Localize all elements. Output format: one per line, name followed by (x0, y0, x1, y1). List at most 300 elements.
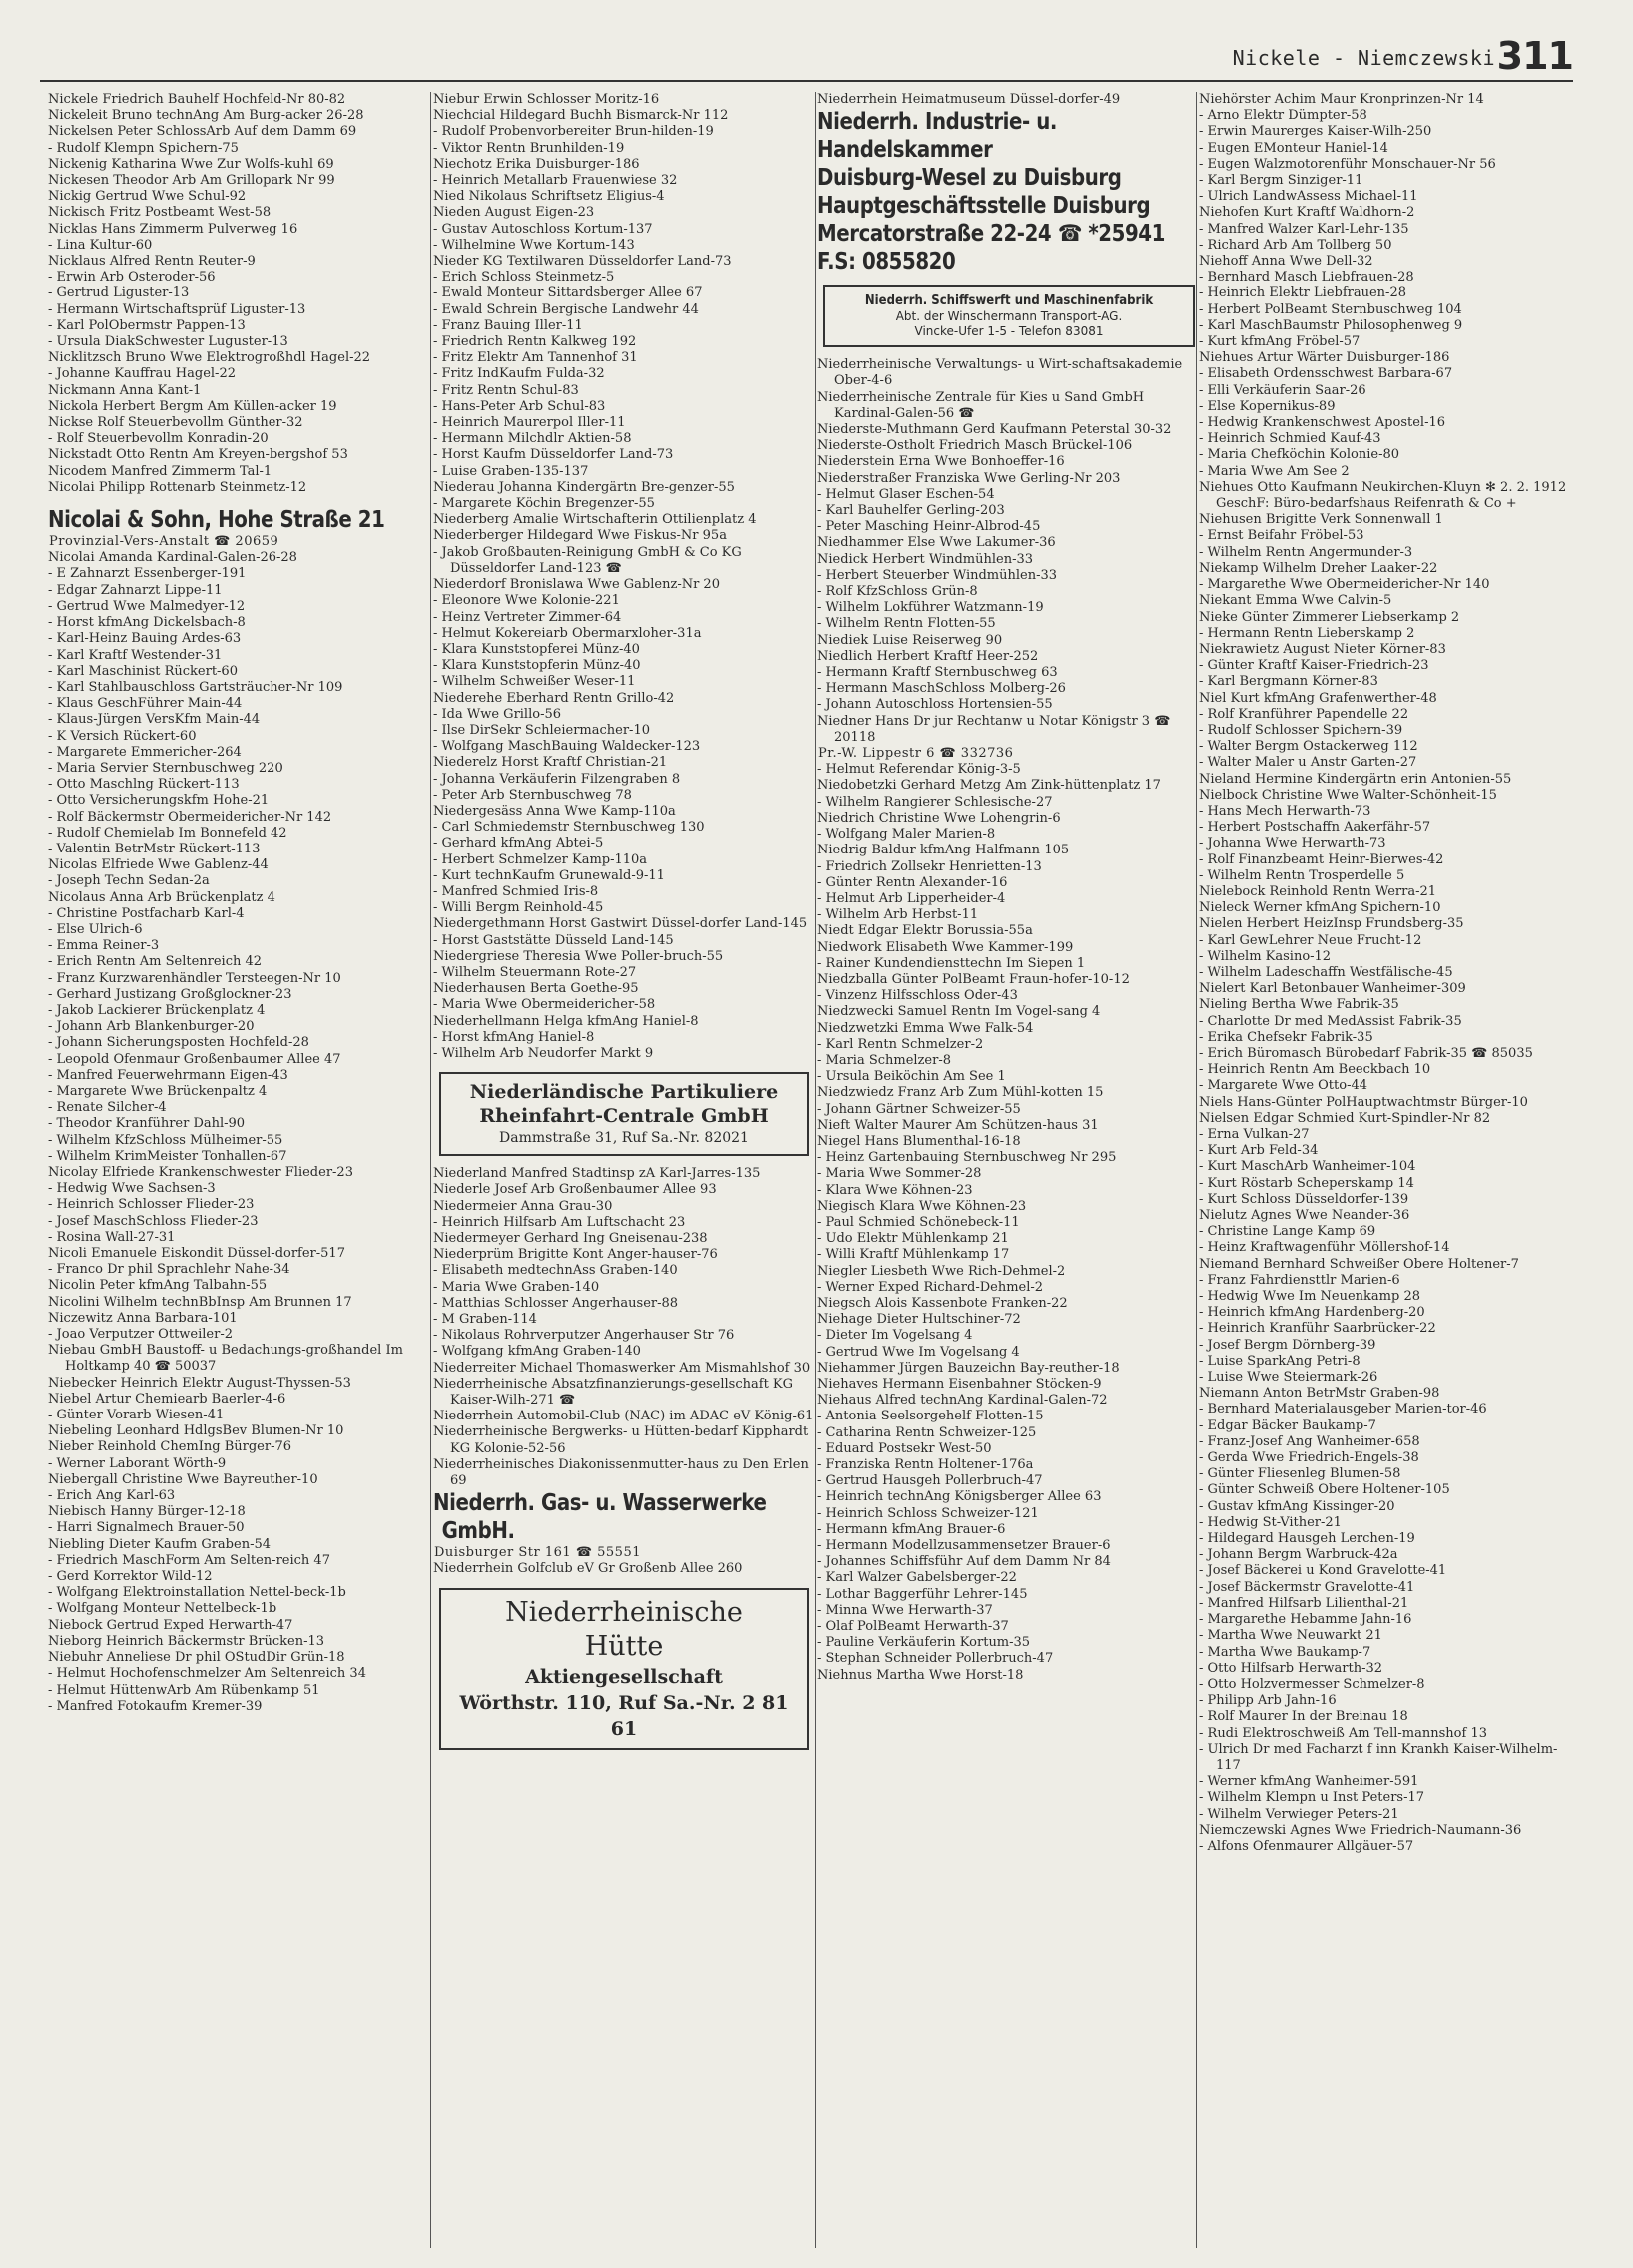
listing-entry: Nickstadt Otto Rentn Am Kreyen-bergshof 53 (48, 447, 348, 463)
listing-entry: Niedrich Christine Wwe Lohengrin-6 (817, 810, 1061, 826)
listing-entry: - Theodor Kranführer Dahl-90 (48, 1116, 246, 1132)
listing-entry: - Harri Signalmech Brauer-50 (48, 1520, 245, 1536)
listing-entry: - Karl GewLehrer Neue Frucht-12 (1199, 932, 1422, 948)
listing-entry: - Erika Chefsekr Fabrik-35 (1199, 1029, 1373, 1045)
listing-entry: - Heinrich technAng Königsberger Allee 63 (817, 1489, 1102, 1505)
listing-entry: Nicoli Emanuele Eiskondit Düssel-dorfer-517 (48, 1246, 345, 1262)
listing-entry: - Bernhard Masch Liebfrauen-28 (1199, 270, 1414, 285)
listing-entry: Niekamp Wilhelm Dreher Laaker-22 (1199, 560, 1438, 576)
listing-entry: - Martha Wwe Neuwarkt 21 (1199, 1628, 1382, 1644)
listing-entry: Niehage Dieter Hultschiner-72 (817, 1312, 1021, 1328)
listing-entry: - Franco Dr phil Sprachlehr Nahe-34 (48, 1262, 290, 1278)
listing-entry: - Kurt Arb Feld-34 (1199, 1143, 1319, 1159)
listing-entry: - Wolfgang Monteur Nettelbeck-1b (48, 1601, 277, 1617)
listing-entry: - Alfons Ofenmaurer Allgäuer-57 (1199, 1838, 1414, 1854)
listing-entry: - Gerd Korrektor Wild-12 (48, 1569, 213, 1585)
listing-entry: - Ursula Beiköchin Am See 1 (817, 1069, 1006, 1085)
listing-entry: - Helmut Kokereiarb Obermarxloher-31a (433, 625, 702, 641)
listing-entry: - Else Kopernikus-89 (1199, 398, 1336, 414)
listing-entry: - Walter Bergm Ostackerweg 112 (1199, 739, 1418, 755)
listing-entry: - Luise SparkAng Petri-8 (1199, 1353, 1361, 1369)
listing-entry: - Fritz IndKaufm Fulda-32 (433, 366, 605, 382)
listing-entry: - Wilhelm Rentn Angermunder-3 (1199, 544, 1413, 560)
column-4 (1199, 92, 1582, 2248)
listing-entry: Nieleck Werner kfmAng Spichern-10 (1199, 900, 1441, 916)
listing-entry: - Eugen Walzmotorenführ Monschauer-Nr 56 (1199, 156, 1496, 172)
listing-entry: - Franz Fahrdiensttlr Marien-6 (1199, 1272, 1400, 1288)
listing-entry: Niebergall Christine Wwe Bayreuther-10 (48, 1471, 318, 1487)
listing-entry: - Stephan Schneider Pollerbruch-47 (817, 1651, 1054, 1667)
listing-entry: Niederle Josef Arb Großenbaumer Allee 93 (433, 1182, 717, 1198)
listing-entry: - Horst kfmAng Haniel-8 (433, 1029, 595, 1045)
listing-entry: - Wilhelm KrimMeister Tonhallen-67 (48, 1148, 287, 1164)
ad-line: Niederrh. Schiffswerft und Maschinenfabrik (864, 293, 1154, 309)
listing-entry: - Heinz Vertreter Zimmer-64 (433, 609, 622, 625)
listing-entry: Nicolai Philipp Rottenarb Steinmetz-12 (48, 479, 307, 495)
listing-entry: Nickelsen Peter SchlossArb Auf dem Damm 69 (48, 124, 357, 140)
listing-entry: - Ernst Beifahr Fröbel-53 (1199, 528, 1364, 544)
listing-entry: Nieke Günter Zimmerer Liebserkamp 2 (1199, 609, 1460, 625)
listing-entry: - Klara Kunststopferei Münz-40 (433, 641, 640, 657)
listing-entry: Niemczewski Agnes Wwe Friedrich-Naumann-36 (1199, 1822, 1522, 1838)
listing-entry: - Willi Bergm Reinhold-45 (433, 900, 604, 916)
listing-entry: - Wolfgang MaschBauing Waldecker-123 (433, 739, 701, 755)
listing-entry: - Hedwig Wwe Sachsen-3 (48, 1181, 216, 1197)
listing-entry: - Manfred Schmied Iris-8 (433, 883, 599, 899)
listing-entry: Nickesen Theodor Arb Am Grillopark Nr 99 (48, 173, 335, 189)
listing-entry: - Luise Graben-135-137 (433, 463, 589, 479)
listing-entry: - Wilhelm Steuermann Rote-27 (433, 964, 637, 980)
listing-entry: - Herbert Postschaffn Aakerfähr-57 (1199, 820, 1431, 836)
listing-entry: - Wilhelm Arb Neudorfer Markt 9 (433, 1045, 654, 1061)
listing-entry: - Lina Kultur-60 (48, 237, 153, 253)
listing-entry: - Helmut Arb Lipperheider-4 (817, 890, 1006, 906)
ad-line: Rheinfahrt-Centrale GmbH (479, 1105, 769, 1128)
page-title: Nickele - Niemczewski (1232, 46, 1495, 70)
listing-entry: - Jakob Großbauten-Reinigung GmbH & Co KG Düsseldorfer Land-123 ☎ (433, 544, 742, 576)
ad-heading: Hauptgeschäftsstelle Duisburg (817, 193, 1151, 220)
listing-entry: Niedhammer Else Wwe Lakumer-36 (817, 535, 1056, 551)
listing-entry: - Heinrich Kranführ Saarbrücker-22 (1199, 1321, 1436, 1337)
listing-entry: - Rainer Kundendiensttechn Im Siepen 1 (817, 955, 1086, 971)
listing-entry: Nielbock Christine Wwe Walter-Schönheit-15 (1199, 787, 1497, 803)
listing-entry: - Hedwig Krankenschwest Apostel-16 (1199, 415, 1445, 431)
listing-entry: - Dieter Im Vogelsang 4 (817, 1328, 973, 1344)
listing-entry: - Margarete Wwe Brückenpaltz 4 (48, 1083, 268, 1099)
listing-entry: - Maria Schmelzer-8 (817, 1052, 951, 1068)
column-divider (430, 92, 431, 2248)
listing-entry: Niegisch Klara Wwe Köhnen-23 (817, 1198, 1027, 1214)
listing-entry: - Hermann Milchdlr Aktien-58 (433, 431, 632, 447)
listing-entry: - Karl Walzer Gabelsberger-22 (817, 1570, 1017, 1586)
listing-entry: - Margarethe Hebamme Jahn-16 (1199, 1612, 1412, 1628)
listing-entry: - Maria Servier Sternbuschweg 220 (48, 760, 283, 776)
listing-entry: - Werner kfmAng Wanheimer-591 (1199, 1774, 1419, 1790)
listing-entry: Niehofen Kurt Kraftf Waldhorn-2 (1199, 205, 1415, 221)
listing-entry: - Hildegard Hausgeh Lerchen-19 (1199, 1531, 1415, 1547)
listing-entry: - Wilhelm Arb Herbst-11 (817, 907, 979, 923)
listing-entry: - Gustav kfmAng Kissinger-20 (1199, 1498, 1395, 1514)
listing-entry: - Werner Exped Richard-Dehmel-2 (817, 1279, 1044, 1295)
listing-entry: - Charlotte Dr med MedAssist Fabrik-35 (1199, 1013, 1462, 1029)
listing-entry: - Hans-Peter Arb Schul-83 (433, 398, 606, 414)
listing-entry: - Wolfgang Maler Marien-8 (817, 827, 996, 843)
listing-entry: - Manfred Hilfsarb Lilienthal-21 (1199, 1595, 1409, 1611)
listing-entry: - Karl Rentn Schmelzer-2 (817, 1036, 984, 1052)
listing-entry: - Fritz Elektr Am Tannenhof 31 (433, 350, 638, 366)
listing-entry: - Helmut Glaser Eschen-54 (817, 486, 995, 502)
listing-entry: - Leopold Ofenmaur Großenbaumer Allee 47 (48, 1051, 341, 1067)
listing-entry: Nickmann Anna Kant-1 (48, 382, 202, 398)
listing-entry: Niegler Liesbeth Wwe Rich-Dehmel-2 (817, 1263, 1066, 1279)
listing-entry: - Margarete Emmericher-264 (48, 744, 242, 760)
listing-entry: - Eduard Postsekr West-50 (817, 1440, 992, 1456)
listing-entry: - Wilhelm Schweißer Weser-11 (433, 674, 636, 690)
listing-entry: - Karl Bauhelfer Gerling-203 (817, 503, 1005, 519)
listing-entry: Niebau GmbH Baustoff- u Bedachungs-großhandel Im Holtkamp 40 ☎ 50037 (48, 1343, 403, 1375)
listing-entry: Nickele Friedrich Bauhelf Hochfeld-Nr 80-82 (48, 92, 346, 107)
listing-entry: - Friedrich Rentn Kalkweg 192 (433, 334, 637, 350)
listing-entry: Niedrig Baldur kfmAng Halfmann-105 (817, 843, 1070, 858)
listing-entry: - Karl Stahlbauschloss Gartsträucher-Nr 109 (48, 679, 343, 695)
listing-entry: - Joseph Techn Sedan-2a (48, 873, 210, 889)
listing-entry: - Heinrich kfmAng Hardenberg-20 (1199, 1305, 1425, 1321)
listing-entry: Niekant Emma Wwe Calvin-5 (1199, 593, 1392, 609)
listing-entry: Niechcial Hildegard Buchh Bismarck-Nr 112 (433, 108, 729, 124)
listing-entry: - Renate Silcher-4 (48, 1100, 167, 1116)
listing-entry: Niedt Edgar Elektr Borussia-55a (817, 923, 1033, 939)
listing-entry: - Edgar Bäcker Baukamp-7 (1199, 1418, 1376, 1433)
listing-entry: - Ulrich LandwAssess Michael-11 (1199, 189, 1418, 205)
listing-entry: - Maria Wwe Sommer-28 (817, 1166, 982, 1182)
listing-entry: - Manfred Walzer Karl-Lehr-135 (1199, 221, 1409, 237)
listing-entry: Niedzballa Günter PolBeamt Fraun-hofer-10-12 (817, 971, 1130, 987)
listing-entry: - Otto Holzvermesser Schmelzer-8 (1199, 1676, 1425, 1692)
listing-entry: - Hermann kfmAng Brauer-6 (817, 1521, 1006, 1537)
listing-entry: Nielutz Agnes Wwe Neander-36 (1199, 1208, 1410, 1224)
column-2 (433, 92, 815, 2248)
listing-entry: - Elisabeth medtechnAss Graben-140 (433, 1263, 678, 1279)
listing-entry: - Günter Vorarb Wiesen-41 (48, 1408, 225, 1423)
listing-entry: - Kurt Schloss Düsseldorfer-139 (1199, 1191, 1409, 1207)
listing-entry: - Wilhelm Klempn u Inst Peters-17 (1199, 1790, 1425, 1806)
listing-entry: Niehues Otto Kaufmann Neukirchen-Kluyn ✻ 2. 2. 1912 GeschF: Büro-bedarfshaus Reifenrath & Co + (1199, 479, 1567, 512)
listing-entry: - Rudolf Chemielab Im Bonnefeld 42 (48, 825, 287, 841)
listing-entry: - Maria Wwe Am See 2 (1199, 463, 1350, 479)
ad-line: Dammstraße 31, Ruf Sa.-Nr. 82021 (499, 1130, 749, 1147)
listing-entry: Niczewitz Anna Barbara-101 (48, 1310, 238, 1326)
listing-entry: Nicodem Manfred Zimmerm Tal-1 (48, 463, 272, 479)
listing-entry: - Emma Reiner-3 (48, 938, 160, 954)
listing-entry: - Maria Wwe Graben-140 (433, 1279, 600, 1295)
listing-entry: Nielsen Edgar Schmied Kurt-Spindler-Nr 82 (1199, 1110, 1491, 1126)
listing-entry: - Maria Chefköchin Kolonie-80 (1199, 447, 1400, 463)
listing-entry: - Karl PolObermstr Pappen-13 (48, 317, 246, 333)
listing-entry: - Günter Rentn Alexander-16 (817, 874, 1008, 890)
listing-entry: - Heinz Gartenbauing Sternbuschweg Nr 295 (817, 1150, 1117, 1166)
listing-entry: - Wilhelm KfzSchloss Mülheimer-55 (48, 1132, 283, 1148)
listing-entry: Niel Kurt kfmAng Grafenwerther-48 (1199, 690, 1437, 706)
listing-entry: Nickeleit Bruno technAng Am Burg-acker 26-28 (48, 108, 364, 124)
listing-entry: - Wilhelmine Wwe Kortum-143 (433, 237, 635, 253)
listing-entry: Niehusen Brigitte Verk Sonnenwall 1 (1199, 512, 1443, 528)
listing-entry: - Gertrud Wwe Malmedyer-12 (48, 598, 246, 614)
listing-entry: - Hedwig St-Vither-21 (1199, 1514, 1342, 1530)
listing-entry: - Peter Masching Heinr-Albrod-45 (817, 519, 1041, 535)
listing-entry: - Gertrud Liguster-13 (48, 285, 190, 301)
listing-entry: Nicolini Wilhelm technBbInsp Am Brunnen 17 (48, 1294, 352, 1310)
ad-line: Wörthstr. 110, Ruf Sa.-Nr. 2 81 61 (459, 1691, 789, 1740)
listing-entry: - Eleonore Wwe Kolonie-221 (433, 593, 620, 609)
listing-entry: Niedick Herbert Windmühlen-33 (817, 551, 1034, 567)
listing-entry: - Heinrich Elektr Liebfrauen-28 (1199, 285, 1406, 301)
listing-entry: - Herbert Steuerber Windmühlen-33 (817, 567, 1058, 583)
listing-entry: - Rosina Wall-27-31 (48, 1229, 176, 1245)
listing-entry: - Heinrich Hilfsarb Am Luftschacht 23 (433, 1214, 686, 1230)
listing-entry: - Rudolf Klempn Spichern-75 (48, 140, 239, 156)
listing-entry: Niederehe Eberhard Rentn Grillo-42 (433, 690, 675, 706)
listing-entry: Provinzial-Vers-Anstalt ☎ 20659 (49, 534, 279, 550)
listing-entry: - Kurt MaschArb Wanheimer-104 (1199, 1159, 1416, 1175)
listing-entry: - Friedrich Zollsekr Henrietten-13 (817, 858, 1042, 874)
listing-entry: - Christine Lange Kamp 69 (1199, 1224, 1376, 1240)
listing-entry: - Nikolaus Rohrverputzer Angerhauser Str 76 (433, 1328, 735, 1344)
listing-entry: - Johann Arb Blankenburger-20 (48, 1019, 255, 1035)
listing-entry: - Wilhelm Lokführer Watzmann-19 (817, 600, 1044, 616)
listing-entry: - Herbert Schmelzer Kamp-110a (433, 851, 648, 867)
listing-entry: - Josef Bäckerei u Kond Gravelotte-41 (1199, 1563, 1447, 1579)
listing-entry: - Otto Maschlng Rückert-113 (48, 777, 240, 793)
listing-entry: - Jakob Lackierer Brückenplatz 4 (48, 1002, 266, 1018)
listing-entry: - Wilhelm Verwieger Peters-21 (1199, 1806, 1399, 1822)
listing-entry: Niebel Artur Chemiearb Baerler-4-6 (48, 1391, 286, 1407)
listing-entry: Niedermeier Anna Grau-30 (433, 1198, 613, 1214)
listing-entry: - Johannes Schiffsführ Auf dem Damm Nr 84 (817, 1554, 1111, 1570)
listing-entry: Niederste-Ostholt Friedrich Masch Brückel-106 (817, 438, 1133, 454)
listing-entry: Nieling Bertha Wwe Fabrik-35 (1199, 997, 1399, 1013)
ad-heading: Handelskammer (817, 137, 993, 164)
ad-line: Niederländische Partikuliere (469, 1081, 779, 1104)
listing-entry: - Hedwig Wwe Im Neuenkamp 28 (1199, 1289, 1420, 1305)
listing-entry: - Klaus GeschFührer Main-44 (48, 696, 243, 712)
listing-entry: Niemann Anton BetrMstr Graben-98 (1199, 1386, 1440, 1402)
listing-entry: - Ewald Monteur Sittardsberger Allee 67 (433, 285, 703, 301)
listing-entry: Niedergethmann Horst Gastwirt Düssel-dorfer Land-145 (433, 916, 808, 932)
listing-entry: - Josef MaschSchloss Flieder-23 (48, 1213, 259, 1229)
listing-entry: Niedergesäss Anna Wwe Kamp-110a (433, 803, 676, 819)
advertisement-box (439, 1072, 809, 1156)
listing-entry: - Gerda Wwe Friedrich-Engels-38 (1199, 1450, 1419, 1466)
ad-line: Vincke-Ufer 1-5 - Telefon 83081 (914, 324, 1104, 339)
listing-entry: Niederrheinische Verwaltungs- u Wirt-schaftsakademie Ober-4-6 (817, 357, 1183, 389)
listing-entry: - Luise Wwe Steiermark-26 (1199, 1370, 1378, 1386)
listing-entry: Nicolin Peter kfmAng Talbahn-55 (48, 1278, 268, 1294)
listing-entry: - Carl Schmiedemstr Sternbuschweg 130 (433, 820, 705, 836)
listing-entry: Nicolai Amanda Kardinal-Galen-26-28 (48, 550, 297, 566)
listing-entry: Nieber Reinhold ChemIng Bürger-76 (48, 1439, 292, 1455)
listing-entry: Niederrheinische Zentrale für Kies u Sand GmbH Kardinal-Galen-56 ☎ (817, 389, 1145, 421)
listing-entry: - Elli Verkäuferin Saar-26 (1199, 382, 1366, 398)
ad-heading: GmbH. (441, 1518, 515, 1545)
listing-entry: Niedergriese Theresia Wwe Poller-bruch-55 (433, 948, 724, 964)
listing-entry: - Wilhelm Ladeschaffn Westfälische-45 (1199, 964, 1453, 980)
listing-entry: Niederprüm Brigitte Kont Anger-hauser-76 (433, 1247, 718, 1263)
listing-entry: - Erna Vulkan-27 (1199, 1127, 1310, 1142)
ad-heading: F.S: 0855820 (817, 249, 956, 276)
listing-entry: Niebecker Heinrich Elektr August-Thyssen-53 (48, 1375, 351, 1391)
listing-entry: Niedwork Elisabeth Wwe Kammer-199 (817, 939, 1074, 955)
listing-entry: - Rolf Steuerbevollm Konradin-20 (48, 431, 269, 447)
listing-entry: - Otto Hilfsarb Herwarth-32 (1199, 1660, 1383, 1676)
listing-entry: Nieden August Eigen-23 (433, 205, 595, 221)
listing-entry: Niediek Luise Reiserweg 90 (817, 632, 1003, 648)
listing-entry: Niederstraßer Franziska Wwe Gerling-Nr 203 (817, 470, 1121, 486)
listing-entry: Niedzwecki Samuel Rentn Im Vogel-sang 4 (817, 1004, 1101, 1020)
listing-entry: - Ewald Schrein Bergische Landwehr 44 (433, 301, 699, 317)
listing-entry: - Wolfgang kfmAng Graben-140 (433, 1344, 641, 1360)
listing-entry: - Willi Kraftf Mühlenkamp 17 (817, 1247, 1010, 1263)
listing-entry: - Karl Bergmann Körner-83 (1199, 674, 1378, 690)
advertisement-box (823, 285, 1195, 347)
listing-entry: - Kurt Röstarb Scheperskamp 14 (1199, 1175, 1414, 1191)
listing-entry: - Pauline Verkäuferin Kortum-35 (817, 1635, 1031, 1651)
ad-heading: Niederrh. Industrie- u. (817, 109, 1057, 136)
listing-entry: - Vinzenz Hilfsschloss Oder-43 (817, 988, 1018, 1004)
listing-entry: - Günter Kraftf Kaiser-Friedrich-23 (1199, 658, 1429, 674)
listing-entry: - Herbert PolBeamt Sternbuschweg 104 (1199, 301, 1462, 317)
listing-entry: - Karl MaschBaumstr Philosophenweg 9 (1199, 317, 1463, 333)
listing-entry: Niedzwetzki Emma Wwe Falk-54 (817, 1020, 1034, 1036)
listing-entry: Nickenig Katharina Wwe Zur Wolfs-kuhl 69 (48, 156, 334, 172)
listing-entry: Niederau Johanna Kindergärtn Bre-genzer-55 (433, 479, 735, 495)
listing-entry: Niederelz Horst Kraftf Christian-21 (433, 755, 668, 771)
listing-entry: - Helmut Referendar König-3-5 (817, 762, 1021, 778)
listing-entry: - Erwin Maurerges Kaiser-Wilh-250 (1199, 124, 1432, 140)
listing-entry: - Margarethe Wwe Obermeidericher-Nr 140 (1199, 577, 1490, 593)
listing-entry: Niederrheinisches Diakonissenmutter-haus zu Den Erlen 69 (433, 1456, 809, 1489)
listing-entry: Niederland Manfred Stadtinsp zA Karl-Jarres-135 (433, 1166, 761, 1182)
listing-entry: Niebeling Leonhard HdlgsBev Blumen-Nr 10 (48, 1423, 344, 1439)
listing-entry: Niederrheinische Bergwerks- u Hütten-bedarf Kipphardt KG Kolonie-52-56 (433, 1424, 809, 1456)
listing-entry: - Günter Fliesenleg Blumen-58 (1199, 1466, 1401, 1482)
advertisement-box (439, 1588, 809, 1750)
listing-entry: Niederste-Muthmann Gerd Kaufmann Peterstal 30-32 (817, 422, 1172, 438)
listing-entry: - Manfred Feuerwehrmann Eigen-43 (48, 1067, 288, 1083)
listing-entry: Niederrhein Automobil-Club (NAC) im ADAC eV König-61 (433, 1409, 814, 1424)
listing-entry: Niekrawietz August Nieter Körner-83 (1199, 641, 1446, 657)
listing-entry: - Ida Wwe Grillo-56 (433, 706, 562, 722)
listing-entry: - Erich Ang Karl-63 (48, 1488, 176, 1504)
page-number: 311 (1496, 34, 1573, 78)
listing-entry: Nickisch Fritz Postbeamt West-58 (48, 205, 272, 221)
listing-entry: Niederberg Amalie Wirtschafterin Ottilienplatz 4 (433, 512, 757, 528)
listing-entry: Niebock Gertrud Exped Herwarth-47 (48, 1617, 293, 1633)
listing-entry: Niebur Erwin Schlosser Moritz-16 (433, 92, 660, 107)
listing-entry: Niehnus Martha Wwe Horst-18 (817, 1667, 1024, 1683)
listing-entry: Niebling Dieter Kaufm Graben-54 (48, 1536, 272, 1552)
listing-entry: Niels Hans-Günter PolHauptwachtmstr Bürger-10 (1199, 1094, 1528, 1110)
listing-entry: - Martha Wwe Baukamp-7 (1199, 1644, 1371, 1660)
listing-entry: Niederrhein Heimatmuseum Düssel-dorfer-49 (817, 92, 1121, 107)
listing-entry: Nieder KG Textilwaren Düsseldorfer Land-73 (433, 254, 732, 270)
listing-entry: Nicklaus Alfred Rentn Reuter-9 (48, 254, 256, 270)
listing-entry: - Karl Bergm Sinziger-11 (1199, 173, 1363, 189)
listing-entry: - Rolf Bäckermstr Obermeidericher-Nr 142 (48, 809, 332, 825)
listing-entry: Nicolay Elfriede Krankenschwester Flieder-23 (48, 1165, 353, 1180)
listing-entry: Niehues Artur Wärter Duisburger-186 (1199, 350, 1450, 366)
listing-entry: - Erwin Arb Osteroder-56 (48, 270, 216, 285)
listing-entry: Duisburger Str 161 ☎ 55551 (434, 1545, 641, 1561)
listing-entry: Niehaves Hermann Eisenbahner Stöcken-9 (817, 1377, 1102, 1392)
listing-entry: Nicolaus Anna Arb Brückenplatz 4 (48, 889, 275, 905)
listing-entry: - Walter Maler u Anstr Garten-27 (1199, 755, 1417, 771)
listing-entry: - M Graben-114 (433, 1312, 537, 1328)
listing-entry: - Wilhelm Rangierer Schlesische-27 (817, 794, 1053, 810)
ad-line: Niederrheinische (505, 1596, 743, 1628)
listing-entry: Nielebock Reinhold Rentn Werra-21 (1199, 883, 1437, 899)
listing-entry: - Helmut HüttenwArb Am Rübenkamp 51 (48, 1682, 320, 1698)
listing-entry: - Wolfgang Elektroinstallation Nettel-beck-1b (48, 1585, 346, 1601)
listing-entry: - Johann Sicherungsposten Hochfeld-28 (48, 1035, 309, 1051)
listing-entry: - Joao Verputzer Ottweiler-2 (48, 1327, 233, 1343)
listing-entry: - Hermann Kraftf Sternbuschweg 63 (817, 665, 1058, 681)
listing-entry: - Catharina Rentn Schweizer-125 (817, 1424, 1037, 1440)
listing-entry: Niederrhein Golfclub eV Gr Großenb Allee 260 (433, 1561, 743, 1577)
listing-entry: Niemand Bernhard Schweißer Obere Holtener-7 (1199, 1256, 1519, 1272)
listing-entry: Niebuhr Anneliese Dr phil OStudDir Grün-18 (48, 1650, 345, 1666)
listing-entry: - Heinz Kraftwagenführ Möllershof-14 (1199, 1240, 1450, 1256)
listing-entry: - Karl Maschinist Rückert-60 (48, 663, 238, 679)
listing-entry: Niederhellmann Helga kfmAng Haniel-8 (433, 1013, 699, 1029)
listing-entry: - Hans Mech Herwarth-73 (1199, 803, 1371, 819)
listing-entry: - Manfred Fotokaufm Kremer-39 (48, 1698, 263, 1714)
listing-entry: Niederhausen Berta Goethe-95 (433, 981, 639, 997)
listing-entry: - Heinrich Schloss Schweizer-121 (817, 1505, 1039, 1521)
listing-entry: - Gertrud Wwe Im Vogelsang 4 (817, 1344, 1020, 1360)
spacer (48, 496, 427, 506)
listing-entry: - Gerhard kfmAng Abtei-5 (433, 836, 604, 851)
listing-entry: - Johanna Verkäuferin Filzengraben 8 (433, 771, 681, 787)
listing-entry: - Franz Kurzwarenhändler Tersteegen-Nr 10 (48, 970, 341, 986)
listing-entry: Nieft Walter Maurer Am Schützen-haus 31 (817, 1117, 1099, 1133)
listing-entry: - Heinrich Maurerpol Iller-11 (433, 415, 626, 431)
listing-entry: - Rudolf Probenvorbereiter Brun-hilden-19 (433, 124, 714, 140)
listing-entry: - Peter Arb Sternbuschweg 78 (433, 787, 632, 803)
listing-entry: Nickse Rolf Steuerbevollm Günther-32 (48, 415, 303, 431)
column-divider (815, 92, 816, 2248)
ad-heading: Mercatorstraße 22-24 ☎ *25941 (817, 221, 1165, 248)
listing-entry: Niebisch Hanny Bürger-12-18 (48, 1504, 246, 1520)
listing-entry: - Gertrud Hausgeh Pollerbruch-47 (817, 1473, 1043, 1489)
column-3 (817, 92, 1201, 2248)
listing-entry: - Rolf Kranführer Papendelle 22 (1199, 706, 1409, 722)
listing-entry: - Erich Büromasch Bürobedarf Fabrik-35 ☎ 85035 (1199, 1045, 1533, 1061)
listing-entry: - Rolf Maurer In der Breinau 18 (1199, 1709, 1408, 1725)
listing-entry: Niederberger Hildegard Wwe Fiskus-Nr 95a (433, 528, 727, 544)
listing-entry: Niederreiter Michael Thomaswerker Am Mismahlshof 30 (433, 1360, 811, 1376)
listing-entry: Nieborg Heinrich Bäckermstr Brücken-13 (48, 1633, 324, 1649)
listing-entry: - Johann Bergm Warbruck-42a (1199, 1547, 1398, 1563)
listing-entry: - Werner Laborant Wörth-9 (48, 1455, 227, 1471)
listing-entry: - Udo Elektr Mühlenkamp 21 (817, 1231, 1009, 1247)
listing-entry: Niedzwiedz Franz Arb Zum Mühl-kotten 15 (817, 1085, 1104, 1101)
listing-entry: - Bernhard Materialausgeber Marien-tor-46 (1199, 1402, 1487, 1418)
listing-entry: - Ulrich Dr med Facharzt f inn Krankh Kaiser-Wilhelm-117 (1199, 1741, 1558, 1773)
listing-entry: - Franz-Josef Ang Wanheimer-658 (1199, 1433, 1420, 1449)
ad-line: Hütte (584, 1630, 664, 1662)
page-header (40, 34, 1573, 82)
listing-entry: - Wilhelm Kasino-12 (1199, 948, 1332, 964)
